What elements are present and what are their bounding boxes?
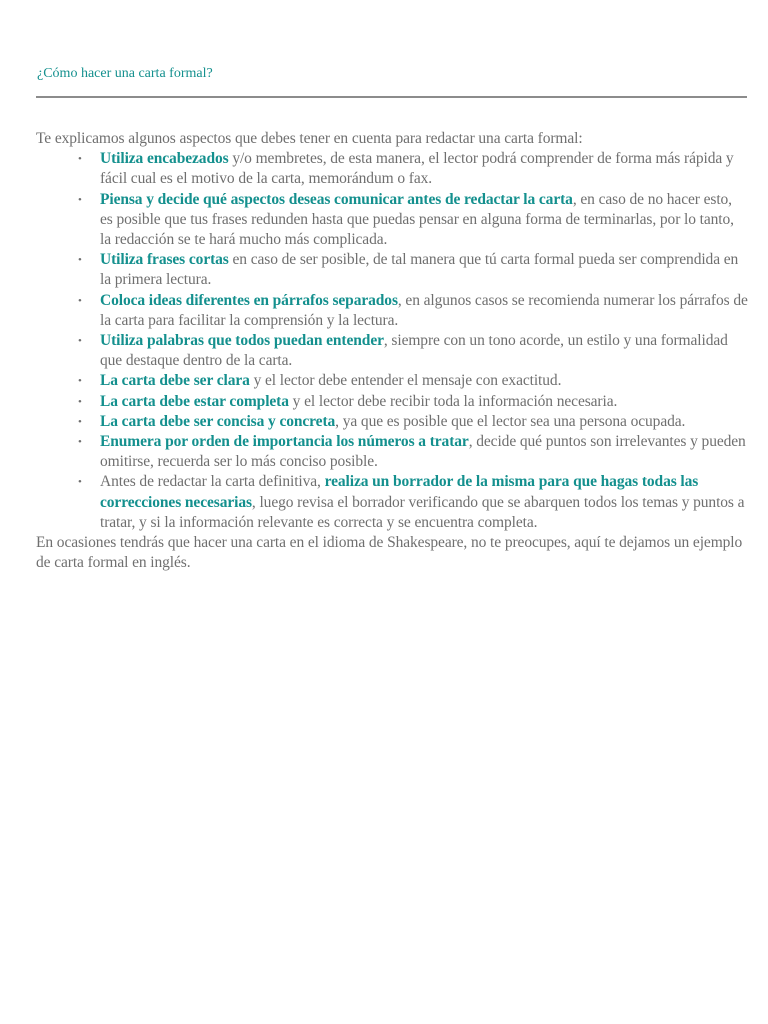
tip-item (78, 190, 748, 251)
tips-list (36, 149, 748, 533)
document-body (36, 129, 748, 573)
tip-text-after: , decide qué puntos son irrelevantes y pueden omitirse, recuerda ser lo más conciso posible. (100, 433, 746, 471)
tip-highlight: La carta debe estar completa (100, 392, 289, 410)
tip-highlight: Utiliza encabezados (100, 150, 229, 168)
tip-item (78, 472, 748, 533)
tip-text-after: , siempre con un tono acorde, un estilo y una formalidad que destaque dentro de la carta. (100, 332, 728, 370)
tip-text-after: , ya que es posible que el lector sea una persona ocupada. (335, 412, 686, 430)
tip-text-after: y el lector debe entender el mensaje con exactitud. (249, 372, 562, 390)
tip-text-after: , en algunos casos se recomienda numerar los párrafos de la carta para facilitar la comprensión y la lectura. (100, 291, 748, 329)
tip-highlight: La carta debe ser clara (100, 372, 250, 390)
tip-item (78, 392, 748, 412)
tip-highlight: Enumera por orden de importancia los números a tratar (100, 433, 469, 451)
tip-text-after: y el lector debe recibir toda la información necesaria. (288, 392, 618, 410)
bullet-icon: • (78, 395, 82, 408)
document-title: ¿Cómo hacer una carta formal? (37, 66, 213, 81)
tip-item (78, 149, 748, 189)
tip-highlight: La carta debe ser concisa y concreta (100, 412, 336, 430)
outro-paragraph: En ocasiones tendrás que hacer una carta en el idioma de Shakespeare, no te preocupes, aquí te dejamos un ejemplo de carta formal en inglés. (36, 534, 743, 572)
title-divider (36, 96, 747, 98)
tip-text-after: , en caso de no hacer esto, es posible que tus frases redunden hasta que puedas pensar en alguna forma de terminarlas, por lo tanto, la redacción se te hará mucho más complicada. (100, 190, 734, 249)
tip-highlight: realiza un borrador de la misma para que hagas todas las correcciones necesarias (100, 473, 699, 511)
tip-text-after: en caso de ser posible, de tal manera que tú carta formal pueda ser comprendida en la primera lectura. (100, 251, 739, 289)
bullet-icon: • (78, 375, 82, 388)
bullet-icon: • (78, 415, 82, 428)
tip-highlight: Coloca ideas diferentes en párrafos separados (100, 291, 398, 309)
bullet-icon: • (78, 294, 82, 307)
tip-item (78, 291, 748, 331)
tip-highlight: Utiliza palabras que todos puedan entender (100, 332, 384, 350)
tip-highlight: Utiliza frases cortas (100, 251, 229, 269)
tip-item (78, 371, 748, 391)
tip-highlight: Piensa y decide qué aspectos deseas comunicar antes de redactar la carta (100, 190, 573, 208)
bullet-icon: • (78, 153, 82, 166)
intro-paragraph: Te explicamos algunos aspectos que debes tener en cuenta para redactar una carta formal: (36, 130, 583, 147)
tip-item (78, 331, 748, 371)
tip-item (78, 250, 748, 290)
tip-item (78, 432, 748, 472)
bullet-icon: • (78, 476, 82, 489)
bullet-icon: • (78, 436, 82, 449)
tip-item (78, 412, 748, 432)
bullet-icon: • (78, 254, 82, 267)
tip-text-before: Antes de redactar la carta definitiva, (100, 473, 325, 491)
tip-text-after: y/o membretes, de esta manera, el lector podrá comprender de forma más rápida y fácil cual es el motivo de la carta, memorándum o fax. (100, 150, 734, 188)
bullet-icon: • (78, 335, 82, 348)
tip-text-after: , luego revisa el borrador verificando que se abarquen todos los temas y puntos a tratar, y si la información relevante es correcta y se encuentra completa. (100, 493, 745, 531)
bullet-icon: • (78, 193, 82, 206)
